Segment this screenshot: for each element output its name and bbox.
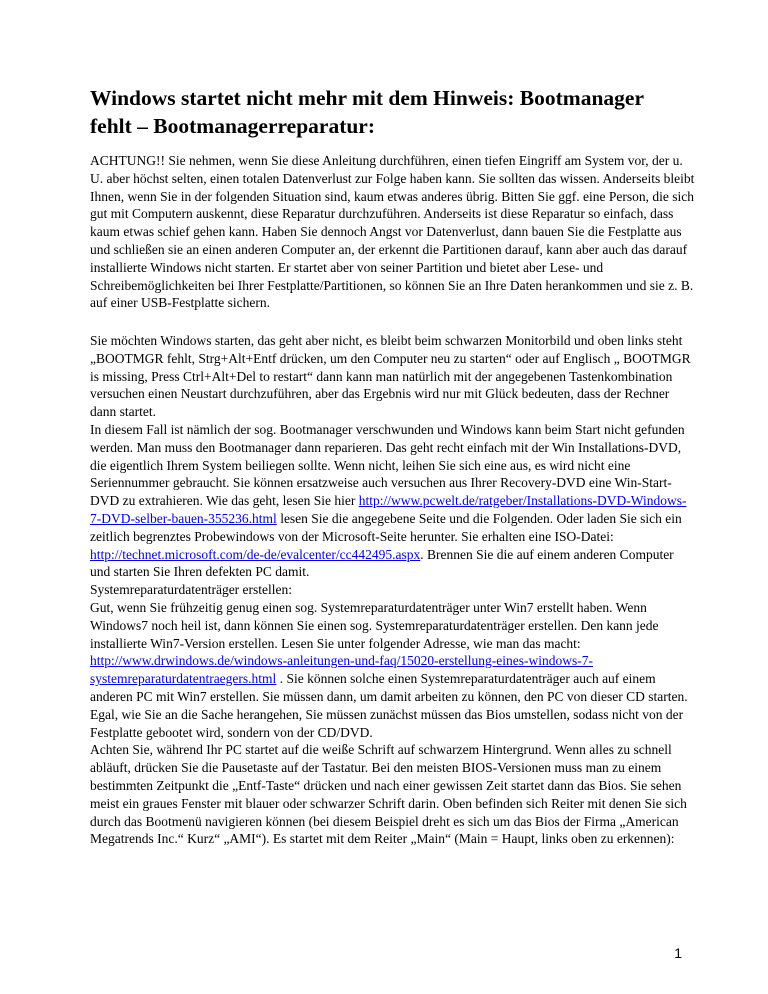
cause-paragraph xyxy=(90,421,696,581)
symptom-paragraph: Sie möchten Windows starten, das geht aber nicht, es bleibt beim schwarzen Monitorbild und oben links steht „BOOTMGR fehlt, Strg+Alt+Entf drücken, um den Computer neu zu starten“ oder auf Englisch „ BOOTMGR is missing, Press Ctrl+Alt+Del to restart“ dann kann man natürlich mit der angegebenen Tastenkombination versuchen einen Neustart durchzuführen, aber das Ergebnis wird nur mit Glück bedeuten, dass der Rechner dann startet. xyxy=(90,333,691,420)
repair-disc-heading: Systemreparaturdatenträger erstellen: xyxy=(90,582,293,598)
drwindows-link[interactable]: http://www.drwindows.de/windows-anleitungen-und-faq/15020-erstellung-eines-windows-7-systemreparaturdatentraegers.html xyxy=(90,653,594,687)
cause-text-2: lesen Sie die angegebene Seite und die Folgenden. Oder laden Sie sich ein zeitlich begrenztes Probewindows von der Microsoft-Seite herunter. Sie erhalten eine ISO-Datei: xyxy=(90,510,682,544)
cause-text-1: In diesem Fall ist nämlich der sog. Bootmanager verschwunden und Windows kann beim Start nicht gefunden werden. Man muss den Bootmanager dann reparieren. Das geht recht einfach mit der Win Installations-DVD, die eigentlich Ihrem System beiliegen sollte. Wenn nicht, leihen Sie sich eine aus, es wird nicht eine Seriennummer gebraucht. Sie können ersatzweise auch versuchen aus Ihrer Recovery-DVD eine Win-Start-DVD zu extrahieren. Wie das geht, lesen Sie hier xyxy=(90,421,685,509)
warning-paragraph: ACHTUNG!! Sie nehmen, wenn Sie diese Anleitung durchführen, einen tiefen Eingriff am System vor, der u. U. aber höchst selten, einen totalen Datenverlust zur Folge haben kann. Sie sollten das wissen. Anderseits bleibt Ihnen, wenn Sie in der folgenden Situation sind, kaum etwas anderes übrig. Bitten Sie ggf. eine Person, die sich gut mit Computern auskennt, diese Reparatur durchzuführen. Anderseits ist diese Reparatur so einfach, dass kaum etwas schief gehen kann. Haben Sie dennoch Angst vor Datenverlust, dann bauen Sie die Festplatte aus und schließen sie an einen anderen Computer an, der erkennt die Partitionen darauf, kann aber auch das darauf installierte Windows nicht starten. Er startet aber von seiner Partition und bietet aber Lese- und Schreibemöglichkeiten bei Ihrer Festplatte/Partitionen, so können Sie an Ihre Daten herankommen und sie z. B. auf einer USB-Festplatte sichern. xyxy=(90,153,695,311)
repair-disc-paragraph xyxy=(90,599,696,706)
document-title: Windows startet nicht mehr mit dem Hinweis: Bootmanager fehlt – Bootmanagerreparatur: xyxy=(90,86,644,138)
boot-paragraph: Achten Sie, während Ihr PC startet auf die weiße Schrift auf schwarzem Hintergrund. Wenn alles zu schnell abläuft, drücken Sie die Pausetaste auf der Tastatur. Bei den meisten BIOS-Versionen muss man zu einem bestimmten Zeitpunkt die „Entf-Taste“ drücken und nach einer gewissen Zeit startet dann das Bios. Sie sehen meist ein graues Fenster mit blauer oder schwarzer Schrift darin. Oben befinden sich Reiter mit denen Sie sich durch das Bootmenü navigieren können (bei diesem Beispiel dreht es sich um das Bios der Firma „American Megatrends Inc.“ Kurz“ „AMI“). Es startet mit dem Reiter „Main“ (Main = Haupt, links oben zu erkennen): xyxy=(90,742,687,847)
repair-text-1: Gut, wenn Sie frühzeitig genug einen sog. Systemreparaturdatenträger unter Win7 erstellt haben. Wenn Windows7 noch heil ist, dann können Sie einen sog. Systemreparaturdatenträger erstellen. Den kann jede installierte Win7-Version erstellen. Lesen Sie unter folgender Adresse, wie man das macht: xyxy=(90,599,659,651)
main-body xyxy=(90,332,696,848)
repair-text-2: . Sie können solche einen Systemreparaturdatenträger auch auf einem anderen PC mit Win7 erstellen. Sie müssen dann, um damit arbeiten zu können, den PC von dieser CD starten. xyxy=(90,671,688,704)
cause-text-3: . Brennen Sie die auf einem anderen Computer und starten Sie Ihren defekten PC damit. xyxy=(90,546,674,580)
pcwelt-link[interactable]: http://www.pcwelt.de/ratgeber/Installations-DVD-Windows-7-DVD-selber-bauen-355236.html xyxy=(90,493,687,526)
page-number: 1 xyxy=(674,945,682,961)
technet-link[interactable]: http://technet.microsoft.com/de-de/evalcenter/cc442495.aspx xyxy=(90,546,421,562)
bios-paragraph: Egal, wie Sie an die Sache herangehen, Sie müssen zunächst müssen das Bios umstellen, sodass nicht von der Festplatte gebootet wird, sondern von der CD/DVD. xyxy=(90,706,684,740)
